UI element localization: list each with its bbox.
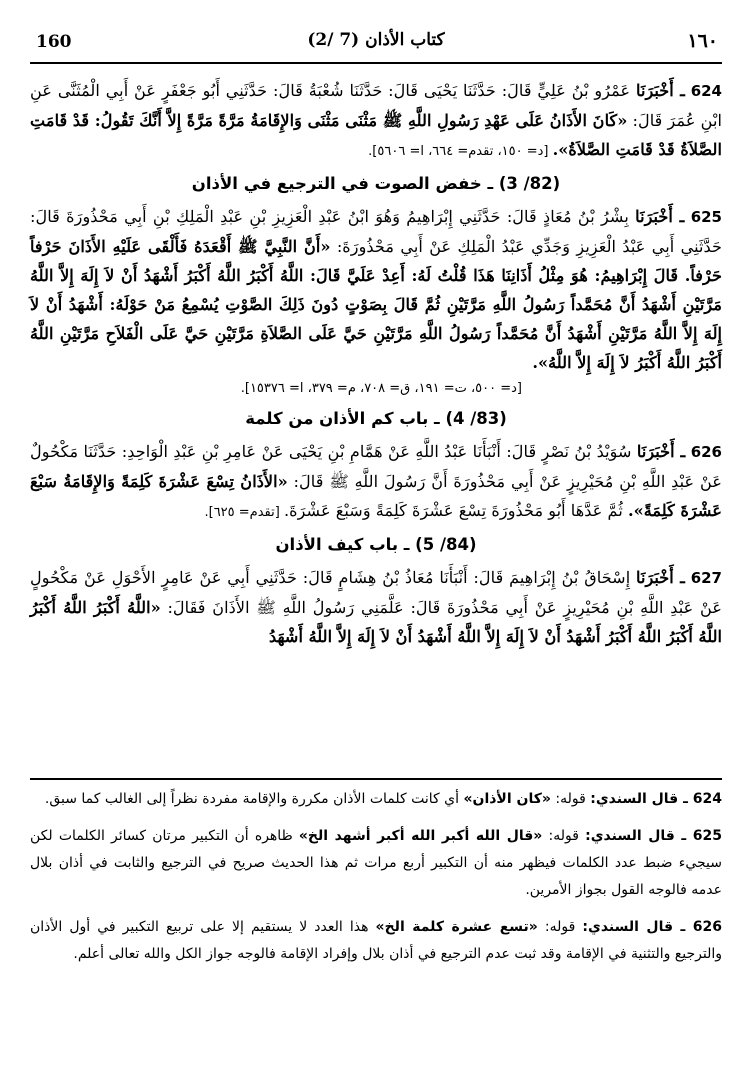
hadith-isnad: سُوَيْدُ بْنُ نَصْرٍ قَالَ: أَنْبَأَنَا عَبْدُ اللَّهِ عَنْ هَمَّامِ بْنِ يَحْيَى عَنْ عَامِرِ بْنِ عَبْدِ الْوَاحِدِ: حَدَّثَنَا مَكْحُولٌ عَنْ عَبْدِ اللَّهِ بْنِ مُحَيْرِيزٍ عَنْ أَبِي مَحْذُورَةَ أَنَّ رَسُولَ اللَّهِ ﷺ قَالَ: <box>30 442 722 491</box>
main-text <box>30 76 722 651</box>
hadith-isnad: عَمْرُو بْنُ عَلِيٍّ قَالَ: حَدَّثَنَا يَحْيَى قَالَ: حَدَّثَنَا شُعْبَةُ قَالَ: حَدَّثَنِي أَبُو جَعْفَرٍ عَنْ أَبِي الْمُثَنَّى عَنِ ابْنِ عُمَرَ قَالَ: <box>30 81 722 130</box>
footnote-number: 625 <box>692 828 722 844</box>
footnote-pre: قوله: <box>550 791 591 807</box>
hadith-625 <box>30 202 722 377</box>
hadith-627 <box>30 563 722 651</box>
page-number-latin: 160 <box>36 32 72 52</box>
hadith-number: 626 <box>690 443 722 461</box>
hadith-isnad: بِشْرُ بْنُ مُعَاذٍ قَالَ: حَدَّثَنِي إِبْرَاهِيمُ وَهُوَ ابْنُ عَبْدِ الْعَزِيزِ بْنِ عَبْدِ الْمَلِكِ بْنِ أَبِي مَحْذُورَةَ قَالَ: حَدَّثَنِي أَبِي عَبْدُ الْعَزِيزِ وَجَدِّي عَبْدُ الْمَلِكِ عَنْ أَبِي مَحْذُورَةَ: <box>30 207 723 256</box>
footnote-text: هذا العدد لا يستقيم إلا على تربيع التكبير في أول الأذان والترجيع والتثنية في الإقامة وقد ثبت عدم الترجيع في أذان بلال وإفراد الإقامة فالوجه جواز الكل والله تعالى أعلم. <box>30 919 722 962</box>
footnote-divider <box>30 778 722 780</box>
chapter-heading-5: (84/ 5) ـ باب كيف الأذان <box>275 535 477 554</box>
hadith-continuation: ثُمَّ عَدَّهَا أَبُو مَحْذُورَةَ تِسْعَ عَشْرَةَ كَلِمَةً وَسَبْعَ عَشْرَةَ. <box>283 501 628 520</box>
hadith-624 <box>30 76 722 166</box>
footnote-625 <box>30 823 722 904</box>
footnotes <box>30 786 722 978</box>
chapter-heading-3: (82/ 3) ـ خفض الصوت في الترجيع في الأذان <box>191 174 561 193</box>
hadith-number: 627 <box>690 569 722 587</box>
akhbarana: ـ أَخْبَرَنَا <box>636 442 686 461</box>
footnote-pre: قوله: <box>542 828 586 844</box>
akhbarana: ـ أَخْبَرَنَا <box>636 81 685 100</box>
footnote-quote: «تسع عشرة كلمة الخ» <box>375 919 538 935</box>
hadith-refs: [د= ١٥٠، تقدم= ٦٦٤، ا= ٥٦٠٦]. <box>368 144 553 159</box>
footnote-quote: «كان الأذان» <box>463 791 551 807</box>
footnote-number: 624 <box>692 791 722 807</box>
akhbarana: ـ أَخْبَرَنَا <box>635 207 685 226</box>
hadith-number: 625 <box>690 208 722 226</box>
footnote-number: 626 <box>692 919 723 935</box>
footnote-label: ـ قال السندي: <box>585 828 693 844</box>
footnote-624 <box>30 786 722 813</box>
akhbarana: ـ أَخْبَرَنَا <box>636 568 685 587</box>
footnote-pre: قوله: <box>537 919 583 935</box>
hadith-matn: «الأَذَانُ تِسْعَ عَشْرَةَ كَلِمَةً وَالإِقَامَةُ سَبْعَ عَشْرَةَ كَلِمَةً». <box>30 472 722 520</box>
footnote-label: ـ قال السندي: <box>582 919 693 935</box>
hadith-matn: «أَنَّ النَّبِيَّ ﷺ أَقْعَدَهُ فَأَلْقَى عَلَيْهِ الأَذَانَ حَرْفاً حَرْفاً. قَالَ إِبْرَاهِيمُ: هُوَ مِثْلُ أَذَانِنَا هَذَا قُلْتُ لَهُ: أَعِدْ عَلَيَّ قَالَ: اللَّهُ أَكْبَرُ اللَّهُ أَكْبَرُ أَشْهَدُ أَنْ لاَ إِلَهَ إِلاَّ اللَّهُ مَرَّتَيْنِ أَشْهَدُ أَنَّ مُحَمَّداً رَسُولُ اللَّهِ مَرَّتَيْنِ ثُمَّ قَالَ بِصَوْتٍ دُونَ ذَلِكَ الصَّوْتِ يُسْمِعُ مَنْ حَوْلَهُ: أَشْهَدُ أَنْ لاَ إِلَهَ إِلاَّ اللَّهُ مَرَّتَيْنِ أَشْهَدُ أَنَّ مُحَمَّداً رَسُولُ اللَّهِ مَرَّتَيْنِ حَيَّ عَلَى الصَّلاَةِ مَرَّتَيْنِ حَيَّ عَلَى الْفَلاَحِ مَرَّتَيْنِ اللَّهُ أَكْبَرُ اللَّهُ أَكْبَرُ لاَ إِلَهَ إِلاَّ اللَّهُ». <box>30 237 722 372</box>
hadith-matn: «اللَّهُ أَكْبَرُ اللَّهُ أَكْبَرُ اللَّهُ أَكْبَرُ اللَّهُ أَكْبَرُ أَشْهَدُ أَنْ لاَ إِلَهَ إِلاَّ اللَّهُ أَشْهَدُ أَنْ لاَ إِلَهَ إِلاَّ اللَّهُ أَشْهَدُ <box>30 598 722 646</box>
footnote-label: ـ قال السندي: <box>590 791 693 807</box>
hadith-matn: «كَانَ الأَذَانُ عَلَى عَهْدِ رَسُولِ اللَّهِ ﷺ مَثْنَى مَثْنَى وَالإِقَامَةُ مَرَّةً مَرَّةً إِلاَّ أَنَّكَ تَقُولُ: قَدْ قَامَتِ الصَّلاَةُ قَدْ قَامَتِ الصَّلاَةُ». <box>30 111 722 159</box>
running-title: (2/ 7) كتاب الأذان <box>307 30 445 50</box>
page-number-arabic: ١٦٠ <box>687 30 718 52</box>
hadith-number: 624 <box>690 82 722 100</box>
footnote-quote: «قال الله أكبر الله أكبر أشهد الخ» <box>298 828 543 844</box>
hadith-refs: [تقدم= ٦٢٥]. <box>204 505 284 520</box>
chapter-heading-4: (83/ 4) ـ باب كم الأذان من كلمة <box>245 409 507 428</box>
page-header <box>30 28 722 64</box>
footnote-626 <box>30 914 722 968</box>
footnote-text: أي كانت كلمات الأذان مكررة والإقامة مفردة نظراً إلى الغالب كما سبق. <box>44 791 464 807</box>
hadith-626 <box>30 437 722 527</box>
hadith-isnad: إِسْحَاقُ بْنُ إِبْرَاهِيمَ قَالَ: أَنْبَأَنَا مُعَاذُ بْنُ هِشَامٍ قَالَ: حَدَّثَنِي أَبِي عَنْ عَامِرٍ الأَحْوَلِ عَنْ مَكْحُولٍ عَنْ عَبْدِ اللَّهِ بْنِ مُحَيْرِيزٍ عَنْ أَبِي مَحْذُورَةَ قَالَ: عَلَّمَنِي رَسُولُ اللَّهِ ﷺ الأَذَانَ فَقَالَ: <box>30 568 722 617</box>
hadith-refs: [د= ٥٠٠، ت= ١٩١، ق= ٧٠٨، م= ٣٧٩، ا= ١٥٣٧٦]. <box>240 381 522 396</box>
footnote-text: ظاهره أن التكبير مرتان كسائر الكلمات لكن سيجيء ضبط عدد الكلمات فيظهر منه أن التكبير أربع مرات ثم هذا الحديث صريح في الترجيع والثابت في أذان بلال عدمه فالوجه القول بجواز الأمرين. <box>30 828 722 898</box>
